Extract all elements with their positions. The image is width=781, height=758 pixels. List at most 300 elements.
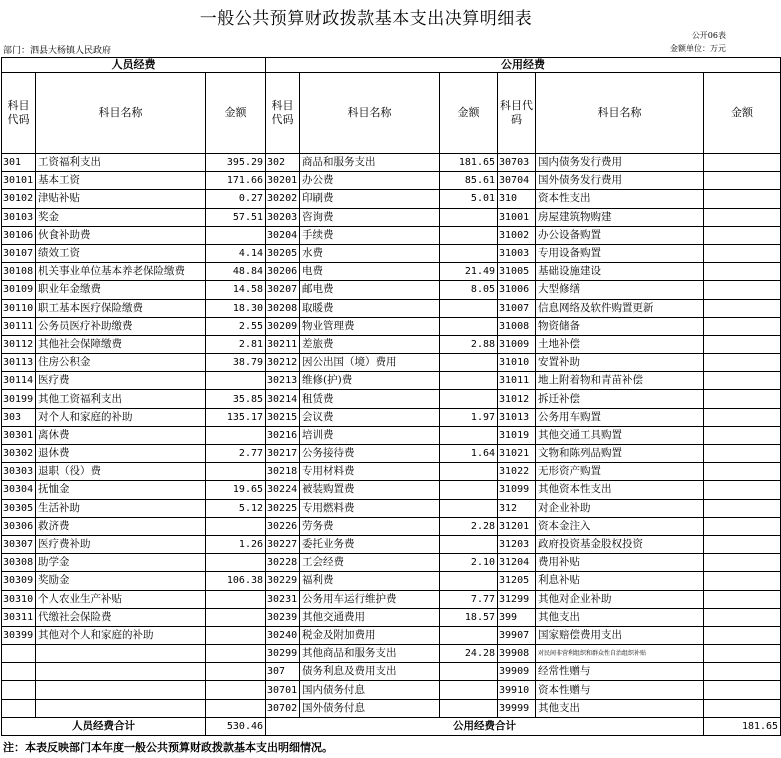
subject-code-cell: 31012 (498, 390, 536, 408)
amount-cell: 181.65 (440, 154, 498, 172)
amount-cell (704, 390, 781, 408)
subject-name-cell: 其他对个人和家庭的补助 (36, 626, 206, 644)
subject-name-cell: 商品和服务支出 (300, 154, 440, 172)
amount-cell: 0.27 (206, 190, 266, 208)
table-row (2, 299, 781, 317)
subject-name-cell: 土地补偿 (536, 335, 704, 353)
public-header: 公用经费 (266, 58, 781, 73)
amount-cell (440, 244, 498, 262)
subject-name-cell: 因公出国（境）费用 (300, 354, 440, 372)
subject-name-cell: 生活补助 (36, 499, 206, 517)
subject-code-cell (2, 681, 36, 699)
subject-code-cell: 30309 (2, 572, 36, 590)
subject-code-cell: 30103 (2, 208, 36, 226)
subject-code-cell: 31002 (498, 226, 536, 244)
subject-name-cell: 电费 (300, 263, 440, 281)
amount-cell (704, 517, 781, 535)
subject-name-cell: 办公费 (300, 172, 440, 190)
table-row (2, 408, 781, 426)
subject-name-cell: 其他商品和服务支出 (300, 645, 440, 663)
subject-code-cell: 30206 (266, 263, 300, 281)
amount-cell (206, 608, 266, 626)
subject-name-cell: 专用燃料费 (300, 499, 440, 517)
amount-cell (206, 681, 266, 699)
amount-cell: 21.49 (440, 263, 498, 281)
subject-code-cell: 30305 (2, 499, 36, 517)
subject-name-cell: 大型修缮 (536, 281, 704, 299)
subject-code-cell: 30226 (266, 517, 300, 535)
subject-name-cell: 公务员医疗补助缴费 (36, 317, 206, 335)
amount-cell: 4.14 (206, 244, 266, 262)
subject-name-cell: 奖励金 (36, 572, 206, 590)
subject-name-cell: 其他对企业补助 (536, 590, 704, 608)
amount-cell: 106.38 (206, 572, 266, 590)
amount-cell (206, 517, 266, 535)
subject-code-cell: 39999 (498, 699, 536, 717)
amount-cell: 1.64 (440, 445, 498, 463)
amount-cell: 5.01 (440, 190, 498, 208)
subject-code-cell: 31006 (498, 281, 536, 299)
subject-name-cell: 公务用车购置 (536, 408, 704, 426)
subject-name-cell: 无形资产购置 (536, 463, 704, 481)
subject-code-cell: 30208 (266, 299, 300, 317)
amount-cell (440, 463, 498, 481)
table-row (2, 645, 781, 663)
subject-code-cell: 30703 (498, 154, 536, 172)
subject-code-cell: 30111 (2, 317, 36, 335)
amount-cell (704, 554, 781, 572)
name-header: 科目名称 (36, 73, 206, 154)
table-row (2, 354, 781, 372)
amount-cell (206, 226, 266, 244)
subject-name-cell: 利息补贴 (536, 572, 704, 590)
amount-cell (704, 372, 781, 390)
amount-cell (704, 626, 781, 644)
public-total-label: 公用经费合计 (266, 717, 704, 735)
subject-name-cell: 救济费 (36, 517, 206, 535)
amount-cell (440, 372, 498, 390)
subject-code-cell: 31203 (498, 535, 536, 553)
personnel-total-value: 530.46 (206, 717, 266, 735)
amount-cell: 5.12 (206, 499, 266, 517)
amount-cell (704, 499, 781, 517)
subject-name-cell: 退休费 (36, 445, 206, 463)
subject-code-cell: 30102 (2, 190, 36, 208)
amount-header: 金额 (206, 73, 266, 154)
amount-cell (440, 572, 498, 590)
subject-code-cell: 30704 (498, 172, 536, 190)
amount-cell: 2.88 (440, 335, 498, 353)
code-header: 科目代码 (2, 73, 36, 154)
amount-cell: 35.85 (206, 390, 266, 408)
amount-cell (704, 426, 781, 444)
subject-code-cell: 31019 (498, 426, 536, 444)
amount-cell (440, 681, 498, 699)
subject-name-cell: 委托业务费 (300, 535, 440, 553)
form-number: 公开06表 (691, 31, 726, 40)
subject-code-cell: 31201 (498, 517, 536, 535)
subject-code-cell: 30299 (266, 645, 300, 663)
amount-cell: 2.55 (206, 317, 266, 335)
subject-code-cell: 302 (266, 154, 300, 172)
subject-code-cell: 30214 (266, 390, 300, 408)
subject-code-cell: 30308 (2, 554, 36, 572)
subject-name-cell: 代缴社会保险费 (36, 608, 206, 626)
subject-name-cell (36, 681, 206, 699)
amount-cell (206, 699, 266, 717)
amount-cell (704, 535, 781, 553)
amount-cell (704, 572, 781, 590)
amount-cell (704, 208, 781, 226)
table-row (2, 172, 781, 190)
subject-code-cell: 39910 (498, 681, 536, 699)
subject-name-cell: 职业年金缴费 (36, 281, 206, 299)
subject-code-cell: 31009 (498, 335, 536, 353)
subject-name-cell: 取暖费 (300, 299, 440, 317)
subject-name-cell: 被装购置费 (300, 481, 440, 499)
subject-name-cell: 咨询费 (300, 208, 440, 226)
subject-name-cell: 文物和陈列品购置 (536, 445, 704, 463)
subject-name-cell: 医疗费补助 (36, 535, 206, 553)
subject-code-cell: 30106 (2, 226, 36, 244)
subject-name-cell: 离休费 (36, 426, 206, 444)
amount-cell: 19.65 (206, 481, 266, 499)
amount-cell (704, 681, 781, 699)
subject-code-cell: 30204 (266, 226, 300, 244)
table-row (2, 281, 781, 299)
subject-code-cell: 31021 (498, 445, 536, 463)
amount-cell: 1.97 (440, 408, 498, 426)
subject-name-cell (36, 645, 206, 663)
amount-cell (704, 445, 781, 463)
subject-name-cell: 租赁费 (300, 390, 440, 408)
table-row (2, 372, 781, 390)
name-header: 科目名称 (536, 73, 704, 154)
subject-name-cell: 住房公积金 (36, 354, 206, 372)
table-row (2, 317, 781, 335)
unit-label: 金额单位：万元 (670, 44, 726, 53)
subject-name-cell: 房屋建筑物购建 (536, 208, 704, 226)
subject-code-cell: 31010 (498, 354, 536, 372)
amount-cell (704, 699, 781, 717)
table-row (2, 263, 781, 281)
subject-name-cell: 职工基本医疗保险缴费 (36, 299, 206, 317)
department-label: 部门：泗县大杨镇人民政府 (3, 46, 112, 56)
subject-code-cell: 30211 (266, 335, 300, 353)
subject-name-cell: 奖金 (36, 208, 206, 226)
table-row (2, 481, 781, 499)
subject-name-cell: 物业管理费 (300, 317, 440, 335)
subject-code-cell: 30239 (266, 608, 300, 626)
subject-name-cell: 专用设备购置 (536, 244, 704, 262)
subject-name-cell: 邮电费 (300, 281, 440, 299)
subject-code-cell: 30108 (2, 263, 36, 281)
subject-code-cell: 30209 (266, 317, 300, 335)
table-row (2, 535, 781, 553)
subject-name-cell: 绩效工资 (36, 244, 206, 262)
subject-code-cell: 30114 (2, 372, 36, 390)
subject-code-cell: 30303 (2, 463, 36, 481)
subject-code-cell: 31011 (498, 372, 536, 390)
subject-code-cell: 30203 (266, 208, 300, 226)
amount-cell (704, 663, 781, 681)
amount-cell (440, 699, 498, 717)
subject-code-cell: 39908 (498, 645, 536, 663)
subject-name-cell: 差旅费 (300, 335, 440, 353)
amount-cell: 85.61 (440, 172, 498, 190)
subject-name-cell: 税金及附加费用 (300, 626, 440, 644)
amount-cell: 2.77 (206, 445, 266, 463)
amount-cell (206, 590, 266, 608)
amount-cell (206, 663, 266, 681)
subject-name-cell: 福利费 (300, 572, 440, 590)
amount-cell (206, 645, 266, 663)
subject-name-cell: 国内债务付息 (300, 681, 440, 699)
subject-code-cell: 39907 (498, 626, 536, 644)
table-row (2, 663, 781, 681)
subject-name-cell: 其他支出 (536, 699, 704, 717)
table-row (2, 554, 781, 572)
amount-cell (206, 554, 266, 572)
table-row (2, 226, 781, 244)
subject-code-cell: 30218 (266, 463, 300, 481)
subject-code-cell: 30228 (266, 554, 300, 572)
amount-cell: 14.58 (206, 281, 266, 299)
amount-cell (440, 390, 498, 408)
amount-cell (440, 354, 498, 372)
subject-code-cell: 31022 (498, 463, 536, 481)
amount-cell (440, 208, 498, 226)
subject-name-cell: 会议费 (300, 408, 440, 426)
subject-name-cell: 培训费 (300, 426, 440, 444)
subject-name-cell: 国内债务发行费用 (536, 154, 704, 172)
amount-cell: 18.30 (206, 299, 266, 317)
subject-code-cell (2, 699, 36, 717)
subject-name-cell: 其他支出 (536, 608, 704, 626)
amount-cell (704, 335, 781, 353)
subject-code-cell: 30225 (266, 499, 300, 517)
subject-name-cell: 国外债务付息 (300, 699, 440, 717)
amount-cell: 48.84 (206, 263, 266, 281)
subject-code-cell: 30304 (2, 481, 36, 499)
amount-cell (206, 626, 266, 644)
subject-code-cell: 30306 (2, 517, 36, 535)
subject-name-cell: 助学金 (36, 554, 206, 572)
subject-name-cell: 信息网络及软件购置更新 (536, 299, 704, 317)
subject-code-cell: 30231 (266, 590, 300, 608)
subject-name-cell: 伙食补助费 (36, 226, 206, 244)
subject-code-cell: 31008 (498, 317, 536, 335)
amount-cell (440, 426, 498, 444)
subject-name-cell: 个人农业生产补贴 (36, 590, 206, 608)
amount-cell: 24.28 (440, 645, 498, 663)
subject-name-cell: 基本工资 (36, 172, 206, 190)
subject-code-cell: 39909 (498, 663, 536, 681)
subject-code-cell (2, 645, 36, 663)
amount-header: 金额 (704, 73, 781, 154)
subject-name-cell: 机关事业单位基本养老保险缴费 (36, 263, 206, 281)
subject-code-cell: 30702 (266, 699, 300, 717)
subject-name-cell: 办公设备购置 (536, 226, 704, 244)
subject-name-cell: 安置补助 (536, 354, 704, 372)
amount-cell (440, 317, 498, 335)
amount-cell (440, 535, 498, 553)
subject-name-cell: 物资储备 (536, 317, 704, 335)
subject-code-cell: 30224 (266, 481, 300, 499)
subject-code-cell: 30229 (266, 572, 300, 590)
subject-code-cell: 30205 (266, 244, 300, 262)
subject-code-cell: 31007 (498, 299, 536, 317)
subject-code-cell: 30212 (266, 354, 300, 372)
table-row (2, 463, 781, 481)
subject-name-cell: 国家赔偿费用支出 (536, 626, 704, 644)
subject-code-cell: 30307 (2, 535, 36, 553)
amount-cell: 2.28 (440, 517, 498, 535)
subject-code-cell: 31003 (498, 244, 536, 262)
subject-name-cell: 其他交通工具购置 (536, 426, 704, 444)
subject-name-cell: 对个人和家庭的补助 (36, 408, 206, 426)
amount-cell (704, 481, 781, 499)
amount-cell (206, 372, 266, 390)
subject-name-cell: 印刷费 (300, 190, 440, 208)
subject-name-cell (36, 699, 206, 717)
subject-name-cell: 其他交通费用 (300, 608, 440, 626)
subject-code-cell: 31001 (498, 208, 536, 226)
amount-cell: 2.81 (206, 335, 266, 353)
table-row (2, 590, 781, 608)
subject-code-cell: 31005 (498, 263, 536, 281)
amount-cell: 135.17 (206, 408, 266, 426)
table-row (2, 154, 781, 172)
table-row (2, 244, 781, 262)
amount-cell (704, 299, 781, 317)
subject-code-cell: 30301 (2, 426, 36, 444)
subject-code-cell: 30110 (2, 299, 36, 317)
subject-code-cell (2, 663, 36, 681)
table-row (2, 608, 781, 626)
subject-name-cell: 医疗费 (36, 372, 206, 390)
amount-cell (440, 499, 498, 517)
table-row (2, 208, 781, 226)
amount-cell: 38.79 (206, 354, 266, 372)
amount-cell (704, 263, 781, 281)
amount-header: 金额 (440, 73, 498, 154)
subject-code-cell: 303 (2, 408, 36, 426)
subject-code-cell: 30217 (266, 445, 300, 463)
subject-code-cell: 31099 (498, 481, 536, 499)
subject-code-cell: 30101 (2, 172, 36, 190)
amount-cell (704, 226, 781, 244)
amount-cell (206, 463, 266, 481)
subject-name-cell: 其他社会保障缴费 (36, 335, 206, 353)
subject-name-cell: 公务用车运行维护费 (300, 590, 440, 608)
amount-cell: 171.66 (206, 172, 266, 190)
amount-cell (206, 426, 266, 444)
amount-cell (704, 463, 781, 481)
subject-name-cell: 其他工资福利支出 (36, 390, 206, 408)
amount-cell (440, 626, 498, 644)
table-row (2, 699, 781, 717)
personnel-total-label: 人员经费合计 (2, 717, 206, 735)
subject-code-cell: 310 (498, 190, 536, 208)
subject-name-cell: 公务接待费 (300, 445, 440, 463)
table-row (2, 426, 781, 444)
amount-cell (440, 299, 498, 317)
amount-cell: 395.29 (206, 154, 266, 172)
subject-name-cell: 基础设施建设 (536, 263, 704, 281)
subject-code-cell: 301 (2, 154, 36, 172)
amount-cell (704, 317, 781, 335)
subject-code-cell: 30201 (266, 172, 300, 190)
subject-name-cell: 抚恤金 (36, 481, 206, 499)
amount-cell (704, 190, 781, 208)
table-row (2, 572, 781, 590)
subject-name-cell: 地上附着物和青苗补偿 (536, 372, 704, 390)
footnote: 注：本表反映部门本年度一般公共预算财政拨款基本支出明细情况。 (3, 741, 333, 754)
table-row (2, 335, 781, 353)
amount-cell: 1.26 (206, 535, 266, 553)
expenditure-table (1, 57, 781, 736)
subject-code-cell: 31299 (498, 590, 536, 608)
table-row (2, 517, 781, 535)
subject-name-cell: 退职（役）费 (36, 463, 206, 481)
subject-code-cell: 30199 (2, 390, 36, 408)
table-row (2, 626, 781, 644)
subject-code-cell: 31205 (498, 572, 536, 590)
subject-name-cell: 资本性赠与 (536, 681, 704, 699)
subject-name-cell: 经常性赠与 (536, 663, 704, 681)
subject-code-cell: 30701 (266, 681, 300, 699)
page-title: 一般公共预算财政拨款基本支出决算明细表 (199, 9, 533, 29)
subject-code-cell: 30213 (266, 372, 300, 390)
table-row (2, 390, 781, 408)
amount-cell (704, 154, 781, 172)
amount-cell: 18.57 (440, 608, 498, 626)
subject-code-cell: 30216 (266, 426, 300, 444)
amount-cell: 8.05 (440, 281, 498, 299)
name-header: 科目名称 (300, 73, 440, 154)
subject-name-cell: 津贴补贴 (36, 190, 206, 208)
subject-name-cell: 政府投资基金股权投资 (536, 535, 704, 553)
subject-code-cell: 30215 (266, 408, 300, 426)
subject-name-cell: 其他资本性支出 (536, 481, 704, 499)
subject-code-cell: 30311 (2, 608, 36, 626)
subject-code-cell: 30207 (266, 281, 300, 299)
amount-cell (704, 281, 781, 299)
subject-code-cell: 30227 (266, 535, 300, 553)
amount-cell (704, 244, 781, 262)
personnel-header: 人员经费 (2, 58, 266, 73)
subject-name-cell: 维修(护)费 (300, 372, 440, 390)
subject-name-cell: 手续费 (300, 226, 440, 244)
subject-code-cell: 31013 (498, 408, 536, 426)
subject-name-cell: 费用补贴 (536, 554, 704, 572)
subject-name-cell: 工资福利支出 (36, 154, 206, 172)
subject-code-cell: 30302 (2, 445, 36, 463)
subject-code-cell: 30109 (2, 281, 36, 299)
subject-code-cell: 307 (266, 663, 300, 681)
subject-code-cell: 30107 (2, 244, 36, 262)
subject-code-cell: 30112 (2, 335, 36, 353)
subject-name-cell: 水费 (300, 244, 440, 262)
subject-name-cell: 债务利息及费用支出 (300, 663, 440, 681)
public-total-value: 181.65 (704, 717, 781, 735)
subject-code-cell: 30240 (266, 626, 300, 644)
subject-code-cell: 31204 (498, 554, 536, 572)
amount-cell (704, 172, 781, 190)
subject-name-cell: 对企业补助 (536, 499, 704, 517)
subject-name-cell: 拆迁补偿 (536, 390, 704, 408)
